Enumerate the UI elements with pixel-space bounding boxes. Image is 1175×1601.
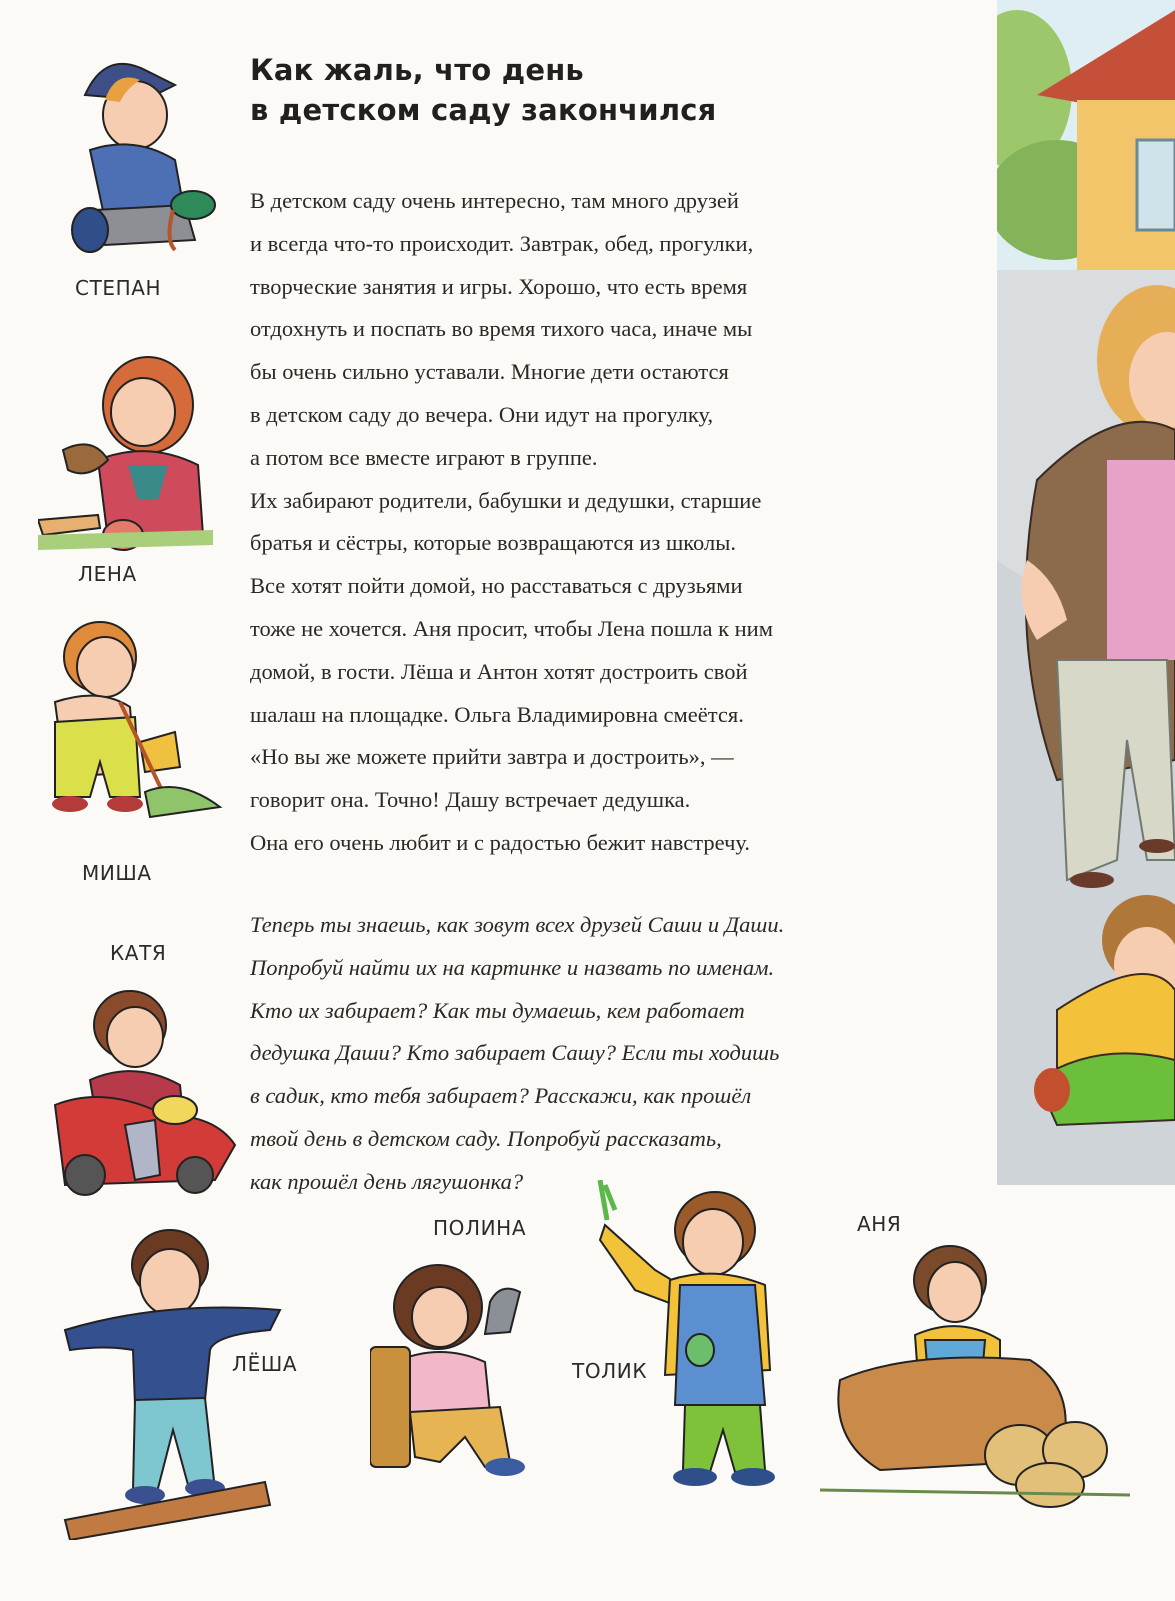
text-line: отдохнуть и поспать во время тихого часа, иначе мы xyxy=(250,316,753,342)
text-line: Все хотят пойти домой, но расставаться с друзьями xyxy=(250,573,743,599)
task-text xyxy=(250,904,980,1204)
lena-illustration xyxy=(38,350,218,560)
text-line: и всегда что-то происходит. Завтрак, обед, прогулки, xyxy=(250,230,754,256)
task-line: дедушка Даши? Кто забирает Сашу? Если ты ходишь xyxy=(250,1040,780,1066)
misha-label: МИША xyxy=(82,861,152,885)
katya-illustration xyxy=(45,985,245,1200)
task-line: как прошёл день лягушонка? xyxy=(250,1168,524,1194)
text-line: Она его очень любит и с радостью бежит навстречу. xyxy=(250,829,751,855)
tolik-illustration xyxy=(595,1180,795,1500)
tolik-label: ТОЛИК xyxy=(572,1359,648,1383)
task-line: в садик, кто тебя забирает? Расскажи, как прошёл xyxy=(250,1083,752,1109)
lena-label: ЛЕНА xyxy=(78,562,137,586)
text-line: В детском саду очень интересно, там много друзей xyxy=(250,188,739,213)
text-line: шалаш на площадке. Ольга Владимировна смеётся. xyxy=(250,701,744,727)
text-line: а потом все вместе играют в группе. xyxy=(250,444,598,470)
page-title xyxy=(250,50,950,130)
text-line: в детском саду до вечера. Они идут на прогулку, xyxy=(250,401,714,427)
text-line: братья и сёстры, которые возвращаются из школы. xyxy=(250,530,736,556)
text-line: «Но вы же можете прийти завтра и достроить», — xyxy=(250,744,734,770)
polina-label: ПОЛИНА xyxy=(433,1216,527,1240)
text-line: домой, в гости. Лёша и Антон хотят достроить свой xyxy=(250,658,748,684)
lyosha-label: ЛЁША xyxy=(232,1352,298,1376)
anya-illustration xyxy=(820,1240,1140,1510)
story-text xyxy=(250,180,980,865)
text-line: Их забирают родители, бабушки и дедушки, старшие xyxy=(250,487,762,513)
text-line: творческие занятия и игры. Хорошо, что есть время xyxy=(250,273,748,299)
title-line: в детском саду закончился xyxy=(250,93,717,127)
task-line: Теперь ты знаешь, как зовут всех друзей Саши и Даши. xyxy=(250,912,785,937)
task-line: твой день в детском саду. Попробуй рассказать, xyxy=(250,1125,722,1151)
kindergarten-scene-illustration xyxy=(997,0,1175,1210)
lyosha-illustration xyxy=(45,1220,285,1540)
title-line: Как жаль, что день xyxy=(250,53,584,87)
katya-label: КАТЯ xyxy=(110,941,167,965)
misha-illustration xyxy=(30,612,230,832)
anya-label: АНЯ xyxy=(857,1212,902,1236)
task-line: Кто их забирает? Как ты думаешь, кем работает xyxy=(250,997,745,1023)
stepan-label: СТЕПАН xyxy=(75,276,162,300)
text-line: тоже не хочется. Аня просит, чтобы Лена пошла к ним xyxy=(250,615,773,641)
text-line: говорит она. Точно! Дашу встречает дедушка. xyxy=(250,787,691,813)
task-line: Попробуй найти их на картинке и назвать по именам. xyxy=(250,954,775,980)
text-line: бы очень сильно уставали. Многие дети остаются xyxy=(250,359,729,385)
stepan-illustration xyxy=(45,40,225,260)
polina-illustration xyxy=(370,1262,545,1482)
